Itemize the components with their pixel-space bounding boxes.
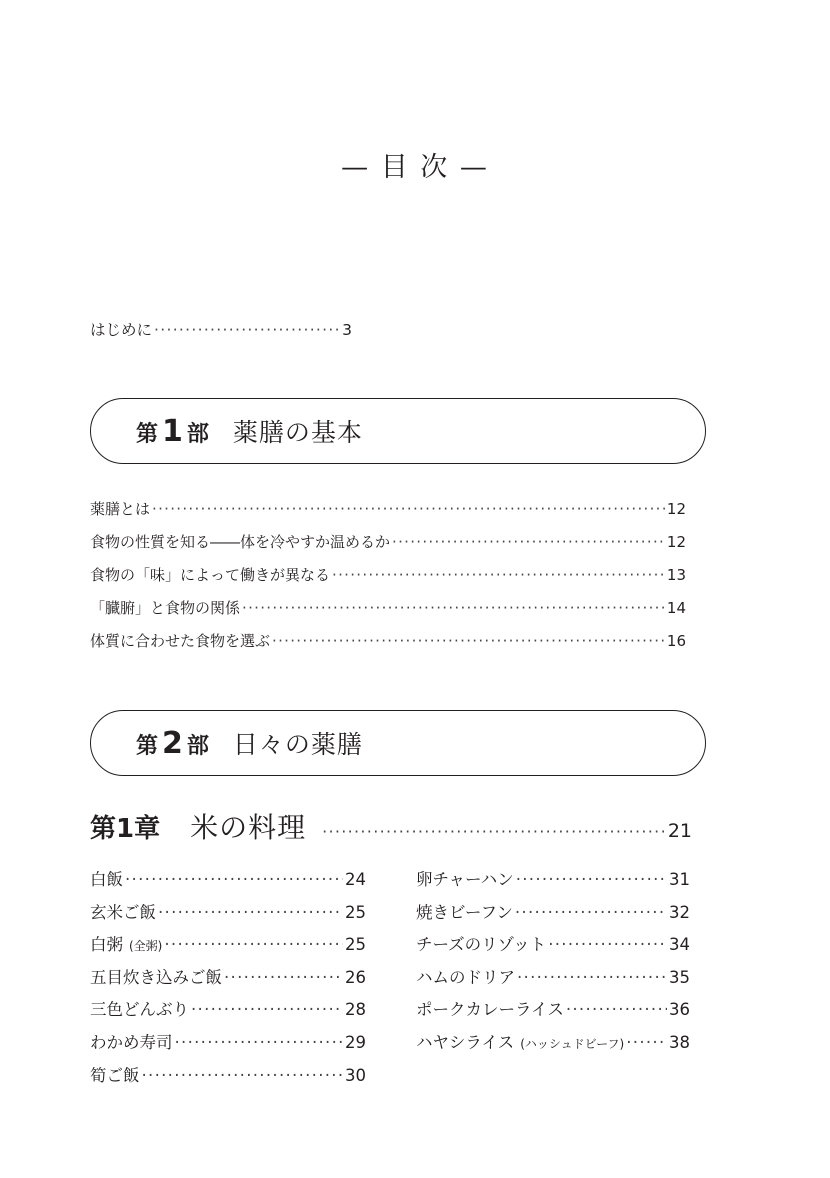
leader-dots	[152, 500, 665, 518]
entry-label: 食物の性質を知る――体を冷やすか温めるか	[90, 533, 391, 551]
leader-dots	[125, 870, 343, 889]
entry-page: 3	[342, 321, 352, 339]
leader-dots	[626, 1033, 667, 1052]
entry-label: 三色どんぶり	[90, 1000, 189, 1020]
part-number: 第 2 部	[136, 725, 209, 761]
toc-entry-intro[interactable]	[90, 318, 352, 340]
entry-page: 28	[345, 1000, 366, 1020]
leader-dots	[566, 1000, 667, 1019]
entry-label: チーズのリゾット	[416, 935, 547, 955]
entry-label: 食物の「味」によって働きが異なる	[90, 566, 331, 584]
toc-entry[interactable]	[90, 531, 686, 552]
entry-page: 38	[669, 1033, 690, 1052]
entry-page: 14	[666, 599, 686, 617]
entry-page: 31	[669, 870, 690, 889]
leader-dots	[272, 632, 665, 650]
toc-entry[interactable]	[90, 964, 366, 988]
leader-dots	[142, 1066, 344, 1085]
toc-entry[interactable]	[90, 1029, 366, 1053]
toc-entry[interactable]	[90, 931, 366, 955]
entry-label: わかめ寿司	[90, 1033, 173, 1052]
entry-label: ポークカレーライス	[416, 1000, 564, 1020]
entry-page: 34	[669, 935, 690, 955]
entry-label: 卵チャーハン	[416, 870, 514, 889]
entry-label: 「臓腑」と食物の関係	[90, 599, 241, 617]
toc-entry[interactable]	[90, 996, 366, 1020]
toc-entry[interactable]	[416, 866, 690, 890]
entry-label: 白飯	[90, 870, 123, 889]
toc-entry[interactable]	[90, 899, 366, 923]
leader-dots	[224, 968, 343, 987]
leader-dots	[242, 599, 665, 617]
leader-dots	[517, 968, 667, 987]
toc-entry[interactable]	[90, 866, 366, 890]
entry-page: 25	[345, 902, 366, 922]
entry-page: 32	[669, 902, 690, 922]
toc-title: — 目 次 —	[341, 152, 489, 183]
leader-dots	[515, 903, 667, 922]
entry-label: 焼きビーフン	[416, 902, 513, 922]
entry-page: 25	[345, 935, 366, 955]
entry-label: ハムのドリア	[416, 967, 515, 987]
leader-dots	[516, 870, 667, 889]
entry-label: はじめに	[90, 321, 153, 339]
entry-page: 29	[345, 1033, 366, 1052]
entry-label: 五目炊き込みご飯	[90, 967, 222, 987]
leader-dots	[158, 903, 343, 922]
entry-page: 35	[669, 967, 690, 987]
entry-page: 24	[345, 870, 366, 889]
entry-note: (全粥)	[129, 939, 163, 954]
entry-page: 30	[345, 1065, 366, 1085]
leader-dots	[175, 1033, 344, 1052]
toc-entry[interactable]	[90, 630, 686, 651]
part-number: 第 1 部	[136, 413, 209, 449]
toc-entry[interactable]	[416, 931, 690, 955]
entry-label: 白粥 (全粥)	[90, 935, 163, 955]
leader-dots	[154, 321, 340, 339]
entry-label: 玄米ご飯	[90, 902, 156, 922]
entry-note: (ハッシュドビーフ)	[520, 1037, 625, 1051]
toc-entry[interactable]	[90, 498, 686, 519]
leader-dots	[322, 822, 666, 841]
leader-dots	[332, 566, 665, 584]
entry-page: 26	[345, 967, 366, 987]
entry-page: 36	[669, 1000, 690, 1020]
chapter-number: 第1章	[90, 814, 161, 844]
chapter-title: 米の料理	[190, 811, 307, 844]
leader-dots	[392, 533, 665, 551]
entry-label: 体質に合わせた食物を選ぶ	[90, 632, 271, 650]
leader-dots	[191, 1000, 343, 1019]
toc-entry[interactable]	[90, 597, 686, 618]
toc-entry[interactable]	[90, 564, 686, 585]
part-title: 薬膳の基本	[232, 418, 363, 447]
toc-entry[interactable]	[416, 996, 690, 1020]
part-1-heading	[90, 398, 706, 464]
chapter-1-heading[interactable]	[90, 806, 692, 846]
entry-page: 12	[666, 533, 686, 551]
toc-entry[interactable]	[416, 1029, 690, 1053]
entry-label: 薬膳とは	[90, 500, 151, 518]
entry-label: ハヤシライス (ハッシュドビーフ)	[416, 1033, 625, 1052]
entry-page: 16	[666, 632, 686, 650]
part-2-heading	[90, 710, 706, 776]
entry-label: 筍ご飯	[90, 1065, 140, 1085]
leader-dots	[548, 935, 667, 954]
toc-entry[interactable]	[416, 899, 690, 923]
leader-dots	[164, 935, 343, 954]
toc-entry[interactable]	[416, 964, 690, 988]
toc-entry[interactable]	[90, 1062, 366, 1086]
part-title: 日々の薬膳	[232, 730, 363, 759]
chapter-page: 21	[667, 820, 692, 842]
entry-page: 12	[666, 500, 686, 518]
entry-page: 13	[666, 566, 686, 584]
